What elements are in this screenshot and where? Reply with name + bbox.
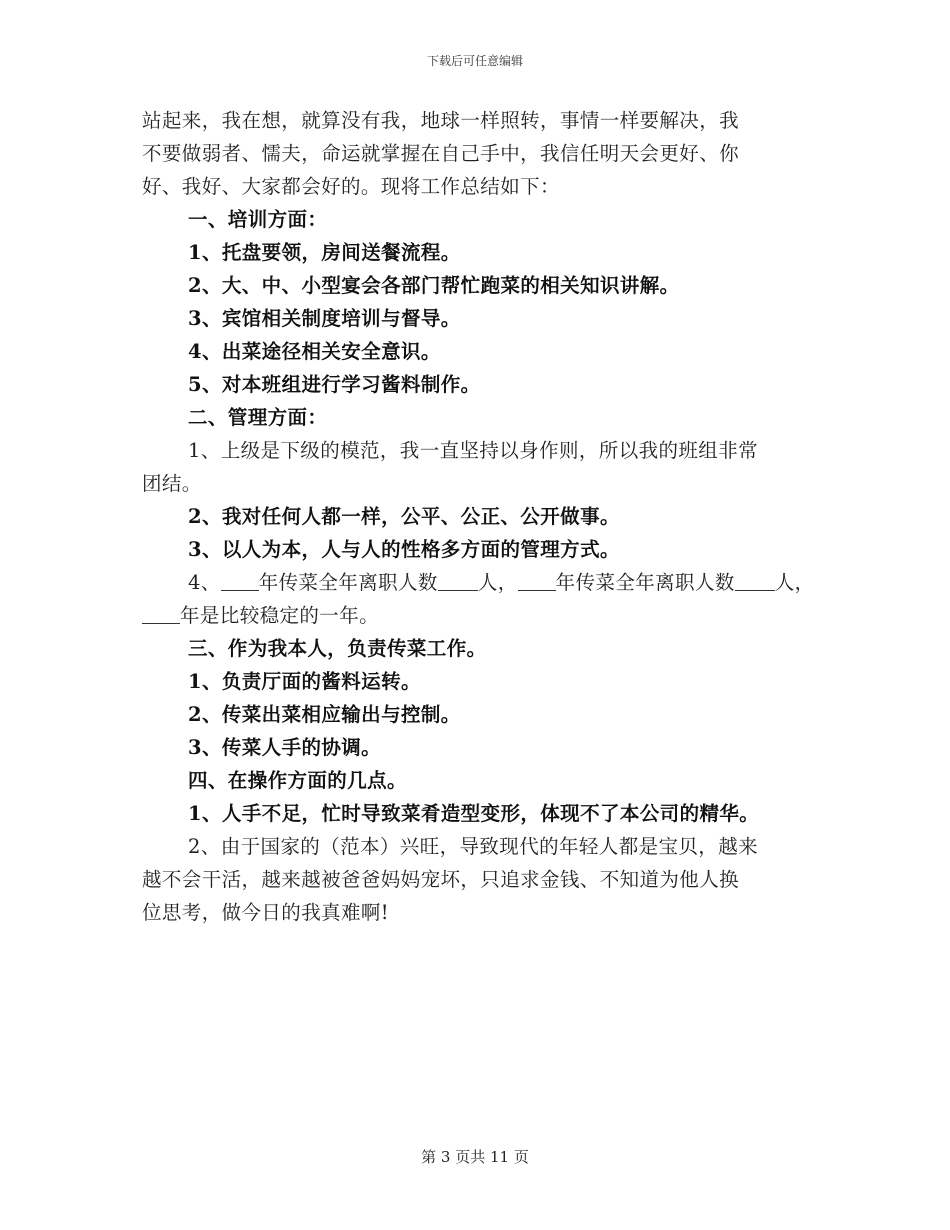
paragraph-line: 好、我好、大家都会好的。现将工作总结如下： <box>142 175 560 198</box>
list-item: 3、以人为本，人与人的性格多方面的管理方式。 <box>188 538 620 561</box>
list-item: 2、大、中、小型宴会各部门帮忙跑菜的相关知识讲解。 <box>188 274 680 297</box>
blank-field <box>221 570 259 591</box>
list-item: 4、出菜途径相关安全意识。 <box>188 340 441 363</box>
document-body <box>142 104 822 929</box>
page-header: 下载后可任意编辑 <box>426 54 523 68</box>
blank-field <box>438 570 478 591</box>
list-item: 2、我对任何人都一样，公平、公正、公开做事。 <box>188 505 620 528</box>
paragraph-line: 站起来，我在想，就算没有我，地球一样照转，事情一样要解决，我 <box>142 109 740 132</box>
list-item-continuation: 团结。 <box>142 472 202 495</box>
list-item: 1、人手不足，忙时导致菜肴造型变形，体现不了本公司的精华。 <box>188 802 760 825</box>
list-item: 5、对本班组进行学习酱料制作。 <box>188 373 481 396</box>
blank-field <box>735 570 775 591</box>
item-number: 4、 <box>188 571 221 594</box>
item-text: 年是比较稳定的一年。 <box>180 604 380 627</box>
list-item: 2、传菜出菜相应输出与控制。 <box>188 703 461 726</box>
list-item-continuation: 越不会干活，越来越被爸爸妈妈宠坏，只追求金钱、不知道为他人换 <box>142 868 740 891</box>
list-item: 2、由于国家的（范本）兴旺，导致现代的年轻人都是宝贝，越来 <box>188 835 759 858</box>
list-item-turnover <box>142 566 822 599</box>
item-text: 人， <box>774 571 815 594</box>
item-text: 人， <box>477 571 518 594</box>
list-item-continuation <box>142 599 822 632</box>
section-heading-operations: 四、在操作方面的几点。 <box>188 769 407 792</box>
section-heading-management: 二、管理方面： <box>188 406 328 429</box>
list-item: 3、传菜人手的协调。 <box>188 736 382 759</box>
blank-field <box>142 603 180 624</box>
paragraph-line: 不要做弱者、懦夫，命运就掌握在自己手中，我信任明天会更好、你 <box>142 142 740 165</box>
section-heading-training: 一、培训方面： <box>188 208 328 231</box>
page-number-footer: 第 3 页共 11 页 <box>421 1148 529 1166</box>
list-item: 1、托盘要领，房间送餐流程。 <box>188 241 461 264</box>
list-item: 1、负责厅面的酱料运转。 <box>188 670 421 693</box>
item-text: 年传菜全年离职人数 <box>555 571 735 594</box>
section-heading-personal: 三、作为我本人，负责传菜工作。 <box>188 637 487 660</box>
list-item-continuation: 位思考，做今日的我真难啊! <box>142 901 390 924</box>
list-item: 1、上级是下级的模范，我一直坚持以身作则，所以我的班组非常 <box>188 439 759 462</box>
blank-field <box>518 570 556 591</box>
item-text: 年传菜全年离职人数 <box>258 571 438 594</box>
list-item: 3、宾馆相关制度培训与督导。 <box>188 307 461 330</box>
